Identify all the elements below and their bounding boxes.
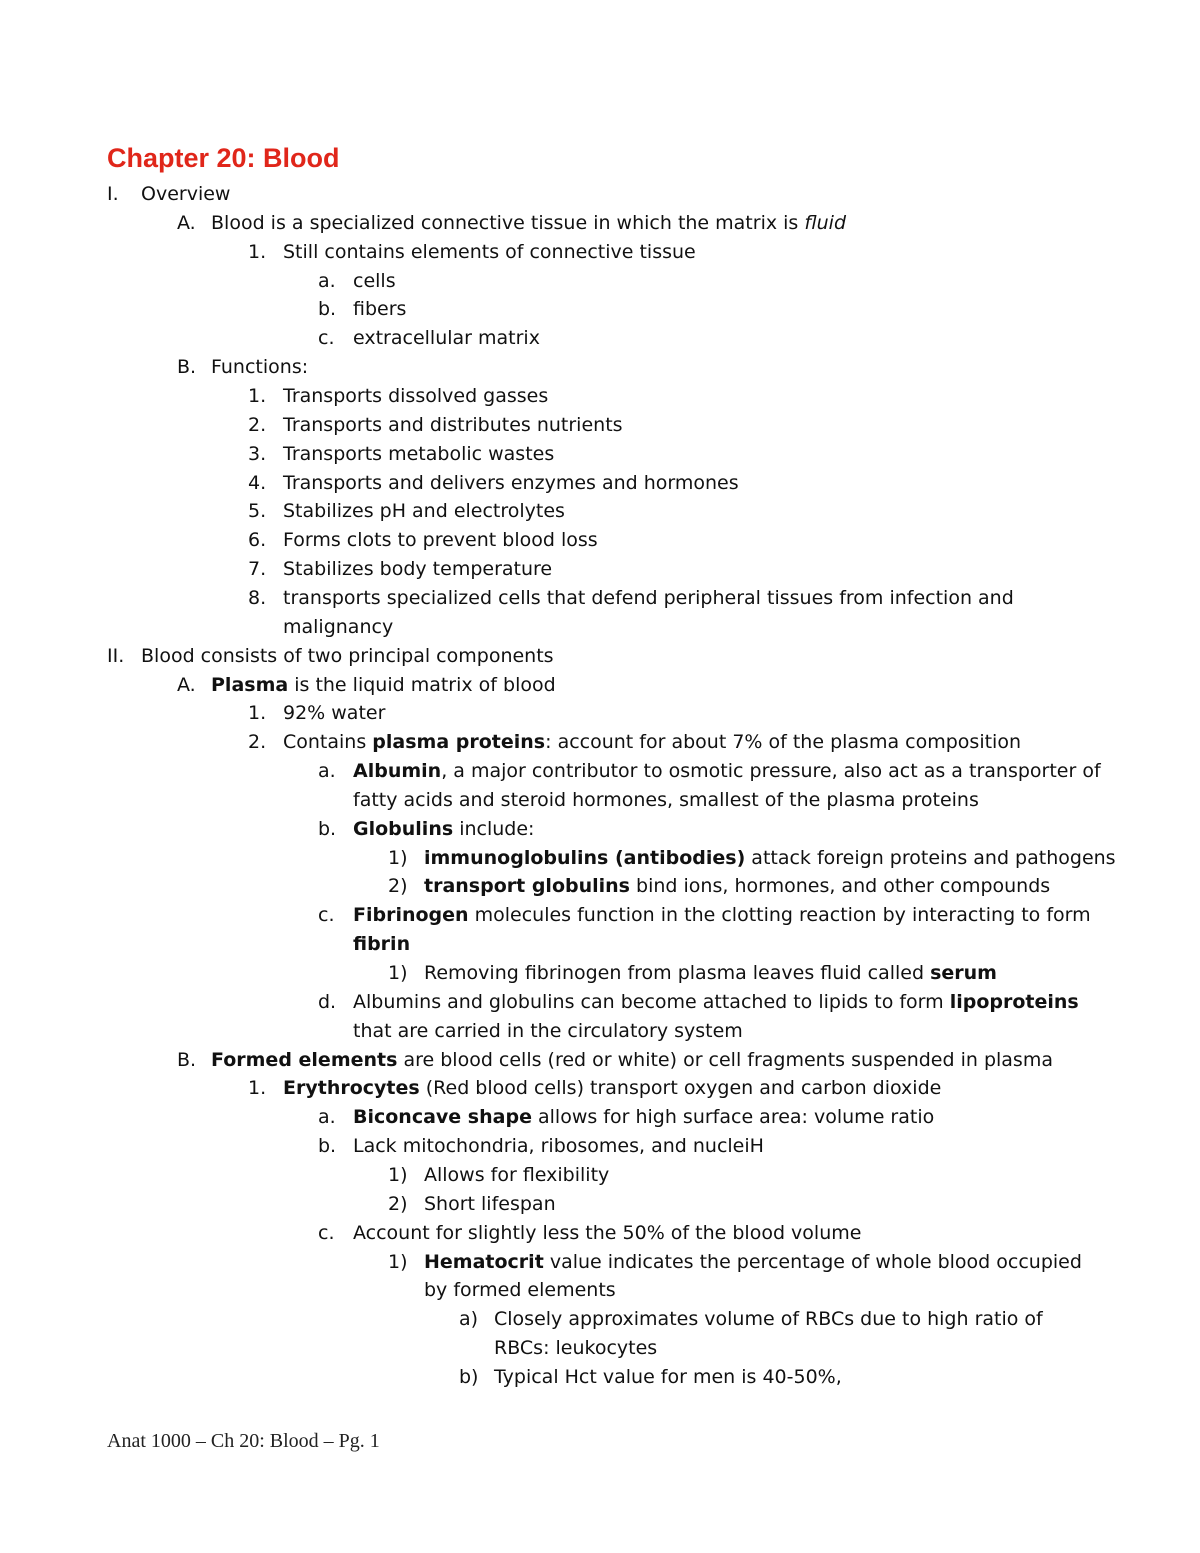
outline-marker: 4. — [248, 471, 267, 494]
outline-marker: 1. — [248, 702, 267, 725]
bold-term: Formed elements — [211, 1048, 398, 1071]
outline-line — [0, 988, 1200, 1017]
text-run: Blood consists of two principal components — [141, 644, 554, 667]
outline-line — [0, 382, 1200, 411]
outline-text — [283, 526, 598, 555]
outline-text — [424, 872, 1050, 901]
text-run: value indicates the percentage of whole blood occupied — [543, 1250, 1082, 1273]
text-run: Short lifespan — [424, 1192, 556, 1215]
outline-text — [494, 1334, 657, 1363]
outline-line — [0, 642, 1200, 671]
outline-text — [283, 469, 739, 498]
outline-text — [494, 1363, 842, 1392]
outline-line — [0, 1190, 1200, 1219]
outline-text — [283, 411, 623, 440]
outline-line — [0, 267, 1200, 296]
outline-text — [211, 671, 556, 700]
text-run: include: — [453, 817, 535, 840]
outline-line — [0, 815, 1200, 844]
text-run: Transports and distributes nutrients — [283, 413, 623, 436]
italic-term: fluid — [804, 211, 847, 234]
outline-text — [211, 209, 846, 238]
text-run: : account for about 7% of the plasma composition — [545, 731, 1021, 754]
outline-marker: 1. — [248, 385, 267, 407]
bold-term: plasma proteins — [372, 731, 546, 754]
outline-line — [0, 353, 1200, 382]
text-run: RBCs: leukocytes — [494, 1337, 658, 1359]
outline-text — [283, 382, 548, 411]
text-run: Stabilizes body temperature — [283, 558, 553, 580]
outline-line — [0, 671, 1200, 700]
bold-term: Albumin — [353, 760, 442, 782]
outline-text — [424, 1276, 616, 1305]
outline-text — [283, 613, 393, 642]
outline-marker: d. — [318, 990, 337, 1013]
outline-line — [0, 613, 1200, 642]
text-run: Forms clots to prevent blood loss — [283, 529, 598, 552]
outline-marker: a. — [318, 269, 336, 292]
outline-text — [353, 267, 396, 296]
outline-line — [0, 1132, 1200, 1161]
outline-line — [0, 295, 1200, 324]
text-run: Blood is a specialized connective tissue in which the matrix is — [211, 211, 805, 234]
outline-line — [0, 728, 1200, 757]
outline-text — [424, 844, 1116, 873]
outline-text — [353, 901, 1091, 930]
outline-marker: B. — [177, 1048, 197, 1071]
bold-term: serum — [930, 962, 997, 984]
text-run: , a major contributor to osmotic pressure, also act as a transporter of — [441, 760, 1101, 782]
outline-line — [0, 1074, 1200, 1103]
bold-term: immunoglobulins (antibodies) — [424, 846, 746, 869]
outline-marker: 1) — [388, 1250, 408, 1273]
outline-marker: c. — [318, 327, 335, 350]
bold-term: Globulins — [353, 817, 454, 840]
outline-line — [0, 901, 1200, 930]
outline-line — [0, 786, 1200, 815]
outline-line — [0, 872, 1200, 901]
text-run: allows for high surface area: volume ratio — [531, 1106, 935, 1129]
outline-marker: a. — [318, 1106, 336, 1129]
outline-text — [141, 180, 230, 209]
outline-text — [353, 1017, 743, 1046]
outline-text — [353, 988, 1079, 1017]
outline-marker: a. — [318, 760, 336, 782]
text-run: Still contains elements of connective tissue — [283, 240, 696, 263]
outline-marker: 1. — [248, 240, 267, 263]
outline-text — [353, 815, 534, 844]
bold-term: Fibrinogen — [353, 904, 469, 927]
outline-line — [0, 209, 1200, 238]
text-run: Stabilizes pH and electrolytes — [283, 500, 565, 523]
outline-text — [283, 497, 565, 526]
outline-line — [0, 469, 1200, 498]
text-run: molecules function in the clotting reaction by interacting to form — [468, 904, 1091, 927]
outline-marker: 5. — [248, 500, 267, 523]
outline-text — [353, 1219, 861, 1248]
outline-marker: 8. — [248, 586, 267, 609]
outline-text — [353, 757, 1101, 786]
outline-marker: 1) — [388, 962, 408, 984]
text-run: Overview — [141, 183, 231, 205]
outline-text — [283, 440, 554, 469]
outline-text — [353, 786, 979, 815]
outline-marker: A. — [177, 211, 196, 234]
text-run: bind ions, hormones, and other compounds — [630, 875, 1051, 898]
text-run: Lack mitochondria, ribosomes, and nucleiH — [353, 1135, 764, 1158]
outline-line — [0, 555, 1200, 584]
text-run: Removing fibrinogen from plasma leaves fluid called — [424, 962, 931, 984]
outline-text — [424, 1248, 1082, 1277]
outline-line — [0, 844, 1200, 873]
outline-line — [0, 1161, 1200, 1190]
outline-marker: 6. — [248, 529, 267, 552]
text-run: Transports dissolved gasses — [283, 385, 549, 407]
text-run: Albumins and globulins can become attached to lipids to form — [353, 990, 950, 1013]
outline-line — [0, 930, 1200, 959]
outline-text — [424, 1161, 609, 1190]
outline-marker: 2) — [388, 1192, 408, 1215]
outline-marker: c. — [318, 1221, 335, 1244]
outline-marker: II. — [107, 644, 125, 667]
text-run: cells — [353, 269, 396, 292]
text-run: attack foreign proteins and pathogens — [745, 846, 1116, 869]
text-run: fatty acids and steroid hormones, smallest of the plasma proteins — [353, 788, 979, 811]
outline-line — [0, 1305, 1200, 1334]
text-run: Transports metabolic wastes — [283, 442, 555, 465]
outline-text — [283, 238, 696, 267]
outline-marker: B. — [177, 356, 197, 379]
outline-line — [0, 497, 1200, 526]
outline-marker: A. — [177, 673, 196, 696]
text-run: extracellular matrix — [353, 327, 540, 350]
outline-line — [0, 1046, 1200, 1075]
bold-term: transport globulins — [424, 875, 630, 898]
outline-marker: 2. — [248, 731, 267, 754]
outline-line — [0, 1334, 1200, 1363]
outline-line — [0, 526, 1200, 555]
outline-text — [353, 1132, 764, 1161]
outline-marker: b. — [318, 298, 337, 321]
outline-line — [0, 411, 1200, 440]
outline-line — [0, 699, 1200, 728]
text-run: that are carried in the circulatory system — [353, 1019, 743, 1042]
outline-text — [283, 584, 1014, 613]
text-run: (Red blood cells) transport oxygen and carbon dioxide — [419, 1077, 942, 1100]
outline-line — [0, 440, 1200, 469]
outline-line — [0, 1017, 1200, 1046]
text-run: Closely approximates volume of RBCs due to high ratio of — [494, 1308, 1043, 1331]
bold-term: Erythrocytes — [283, 1077, 420, 1100]
outline-marker: c. — [318, 904, 335, 927]
outline-text — [211, 1046, 1053, 1075]
outline-text — [424, 1190, 556, 1219]
outline-marker: 2. — [248, 413, 267, 436]
text-run: malignancy — [283, 615, 394, 638]
outline-line — [0, 1219, 1200, 1248]
bold-term: lipoproteins — [949, 990, 1079, 1013]
outline-line — [0, 1248, 1200, 1277]
text-run: fibers — [353, 298, 407, 321]
outline-text — [424, 959, 997, 988]
text-run: are blood cells (red or white) or cell fragments suspended in plasma — [397, 1048, 1053, 1071]
text-run: 92% water — [283, 702, 386, 725]
outline-line — [0, 180, 1200, 209]
text-run: Contains — [283, 731, 373, 754]
outline-marker: 1) — [388, 846, 408, 869]
outline-text — [353, 930, 410, 959]
outline-text — [283, 699, 385, 728]
text-run: is the liquid matrix of blood — [288, 673, 556, 696]
bold-term: Plasma — [211, 673, 289, 696]
bold-term: fibrin — [353, 933, 411, 956]
outline-text — [141, 642, 554, 671]
outline-marker: I. — [107, 183, 119, 205]
bold-term: Hematocrit — [424, 1250, 544, 1273]
outline-marker: 1) — [388, 1163, 408, 1186]
outline-text — [283, 555, 552, 584]
outline-marker: 3. — [248, 442, 267, 465]
outline-line — [0, 238, 1200, 267]
outline-text — [283, 728, 1021, 757]
text-run: transports specialized cells that defend peripheral tissues from infection and — [283, 586, 1014, 609]
outline-text — [283, 1074, 941, 1103]
outline-line — [0, 757, 1200, 786]
text-run: by formed elements — [424, 1279, 616, 1302]
outline-line — [0, 1276, 1200, 1305]
outline-line — [0, 324, 1200, 353]
outline-line — [0, 1103, 1200, 1132]
outline-marker: b) — [459, 1365, 479, 1388]
outline-marker: b. — [318, 817, 337, 840]
outline-marker: b. — [318, 1135, 337, 1158]
outline-text — [211, 353, 308, 382]
text-run: Transports and delivers enzymes and hormones — [283, 471, 739, 494]
outline-line — [0, 959, 1200, 988]
outline-text — [353, 1103, 934, 1132]
outline-marker: 2) — [388, 875, 408, 898]
page-title: Chapter 20: Blood — [107, 143, 340, 173]
page-footer: Anat 1000 – Ch 20: Blood – Pg. 1 — [107, 1430, 380, 1452]
outline-text — [494, 1305, 1043, 1334]
outline-line — [0, 584, 1200, 613]
outline-text — [353, 324, 540, 353]
text-run: Functions: — [211, 356, 309, 379]
outline-marker: 7. — [248, 558, 267, 580]
text-run: Allows for flexibility — [424, 1163, 610, 1186]
outline-line — [0, 1363, 1200, 1392]
text-run: Typical Hct value for men is 40-50%, — [494, 1365, 842, 1388]
outline-text — [353, 295, 406, 324]
outline-marker: a) — [459, 1308, 479, 1331]
outline-marker: 1. — [248, 1077, 267, 1100]
text-run: Account for slightly less the 50% of the blood volume — [353, 1221, 862, 1244]
bold-term: Biconcave shape — [353, 1106, 532, 1129]
